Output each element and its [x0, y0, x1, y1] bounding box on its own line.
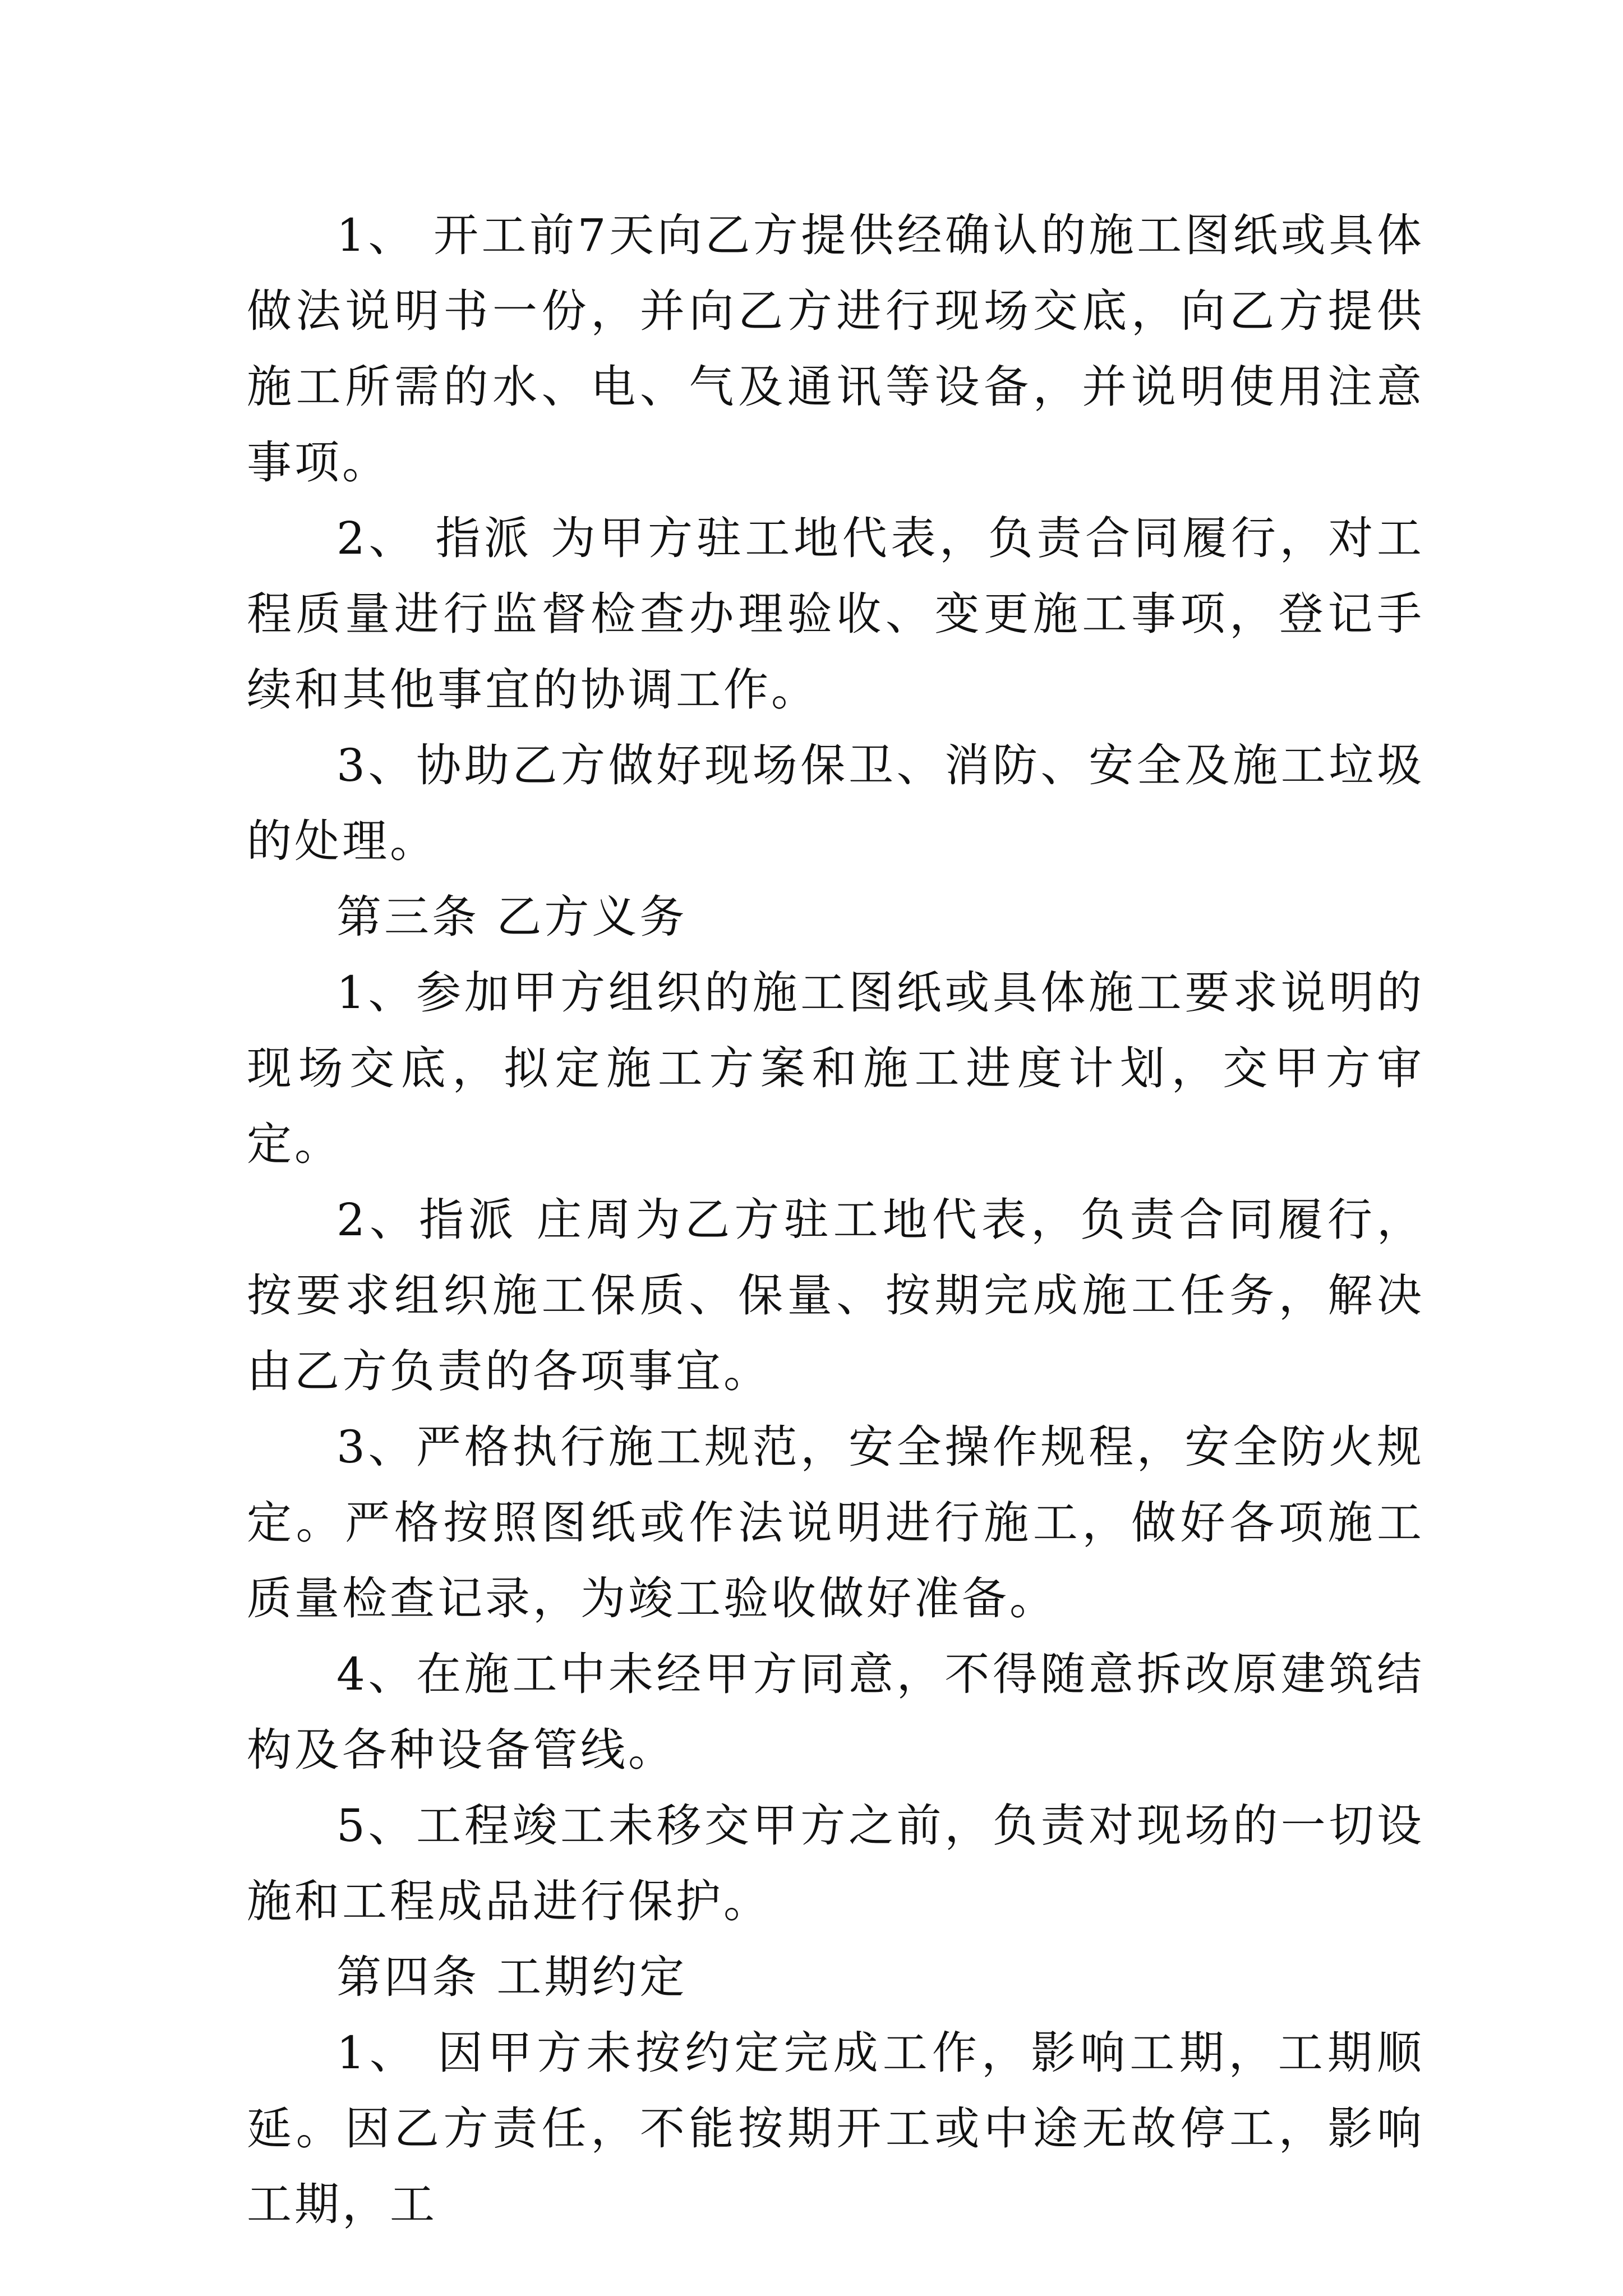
paragraph-party-b-duty-2: 2、指派 庄周为乙方驻工地代表，负责合同履行，按要求组织施工保质、保量、按期完成施工任务，解决由乙方负责的各项事宜。 — [247, 1194, 1424, 1397]
paragraph-schedule-1: 1、 因甲方未按约定完成工作，影响工期，工期顺延。因乙方责任，不能按期开工或中途无故停工，影响工期，工 — [247, 2027, 1424, 2230]
paragraph-party-b-duty-4: 4、在施工中未经甲方同意，不得随意拆改原建筑结构及各种设备管线。 — [247, 1648, 1424, 1776]
paragraph-party-b-duty-1: 1、参加甲方组织的施工图纸或具体施工要求说明的现场交底，拟定施工方案和施工进度计划，交甲方审定。 — [247, 967, 1424, 1170]
paragraph-party-a-duty-3: 3、协助乙方做好现场保卫、消防、安全及施工垃圾的处理。 — [247, 739, 1424, 867]
section-heading-article-3: 第三条 乙方义务 — [336, 891, 688, 943]
document-body — [247, 197, 1424, 2242]
section-heading-article-4: 第四条 工期约定 — [336, 1951, 688, 2003]
paragraph-party-a-duty-2: 2、 指派 为甲方驻工地代表，负责合同履行，对工程质量进行监督检查办理验收、变更施工事项，登记手续和其他事宜的协调工作。 — [247, 512, 1424, 716]
paragraph-party-a-duty-1: 1、 开工前7天向乙方提供经确认的施工图纸或具体做法说明书一份，并向乙方进行现场交底，向乙方提供施工所需的水、电、气及通讯等设备，并说明使用注意事项。 — [247, 209, 1424, 489]
paragraph-party-b-duty-5: 5、工程竣工未移交甲方之前，负责对现场的一切设施和工程成品进行保护。 — [247, 1800, 1424, 1927]
paragraph-party-b-duty-3: 3、严格执行施工规范，安全操作规程，安全防火规定。严格按照图纸或作法说明进行施工，做好各项施工质量检查记录，为竣工验收做好准备。 — [247, 1421, 1424, 1625]
